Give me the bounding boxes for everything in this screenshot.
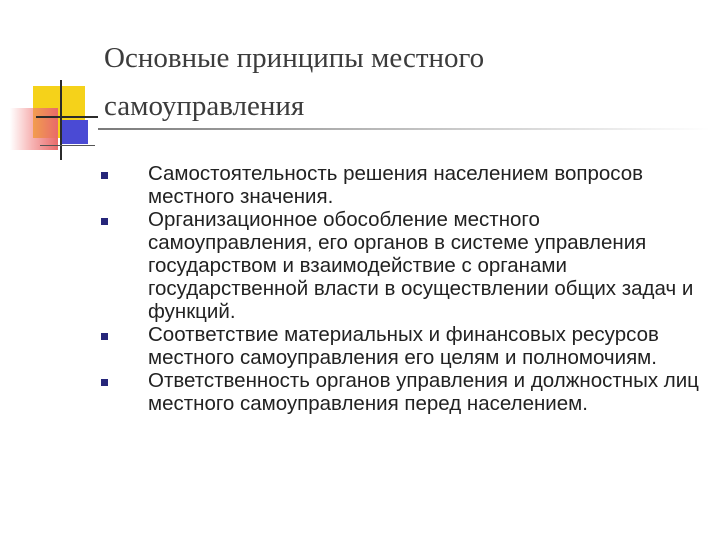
bullet-list bbox=[100, 162, 700, 415]
decorative-horizontal-line bbox=[36, 116, 98, 118]
bullet-text: Самостоятельность решения населением вопросов местного значения. bbox=[148, 162, 644, 208]
bullet-item bbox=[100, 162, 700, 208]
title-line-1: Основные принципы местного bbox=[104, 42, 485, 74]
square-bullet-icon bbox=[101, 333, 108, 340]
square-bullet-icon bbox=[101, 172, 108, 179]
bullet-item bbox=[100, 208, 700, 323]
bullet-item bbox=[100, 369, 700, 415]
title-line-2: самоуправления bbox=[104, 90, 305, 122]
bullet-text: Ответственность органов управления и должностных лиц местного самоуправления перед населением. bbox=[148, 369, 699, 415]
bullet-text: Организационное обособление местного самоуправления, его органов в системе управления государством и взаимодействие с органами государственной власти в осуществлении общих задач и функций. bbox=[148, 208, 694, 323]
title-underline bbox=[98, 128, 710, 130]
decorative-vertical-line bbox=[60, 80, 62, 160]
decorative-horizontal-line-lower bbox=[40, 145, 95, 146]
bullet-item bbox=[100, 323, 700, 369]
decorative-red-gradient bbox=[10, 108, 58, 150]
square-bullet-icon bbox=[101, 379, 108, 386]
bullet-text: Соответствие материальных и финансовых ресурсов местного самоуправления его целям и полномочиям. bbox=[148, 323, 659, 369]
slide-title bbox=[104, 34, 664, 130]
square-bullet-icon bbox=[101, 218, 108, 225]
decorative-blue-square bbox=[60, 120, 88, 144]
